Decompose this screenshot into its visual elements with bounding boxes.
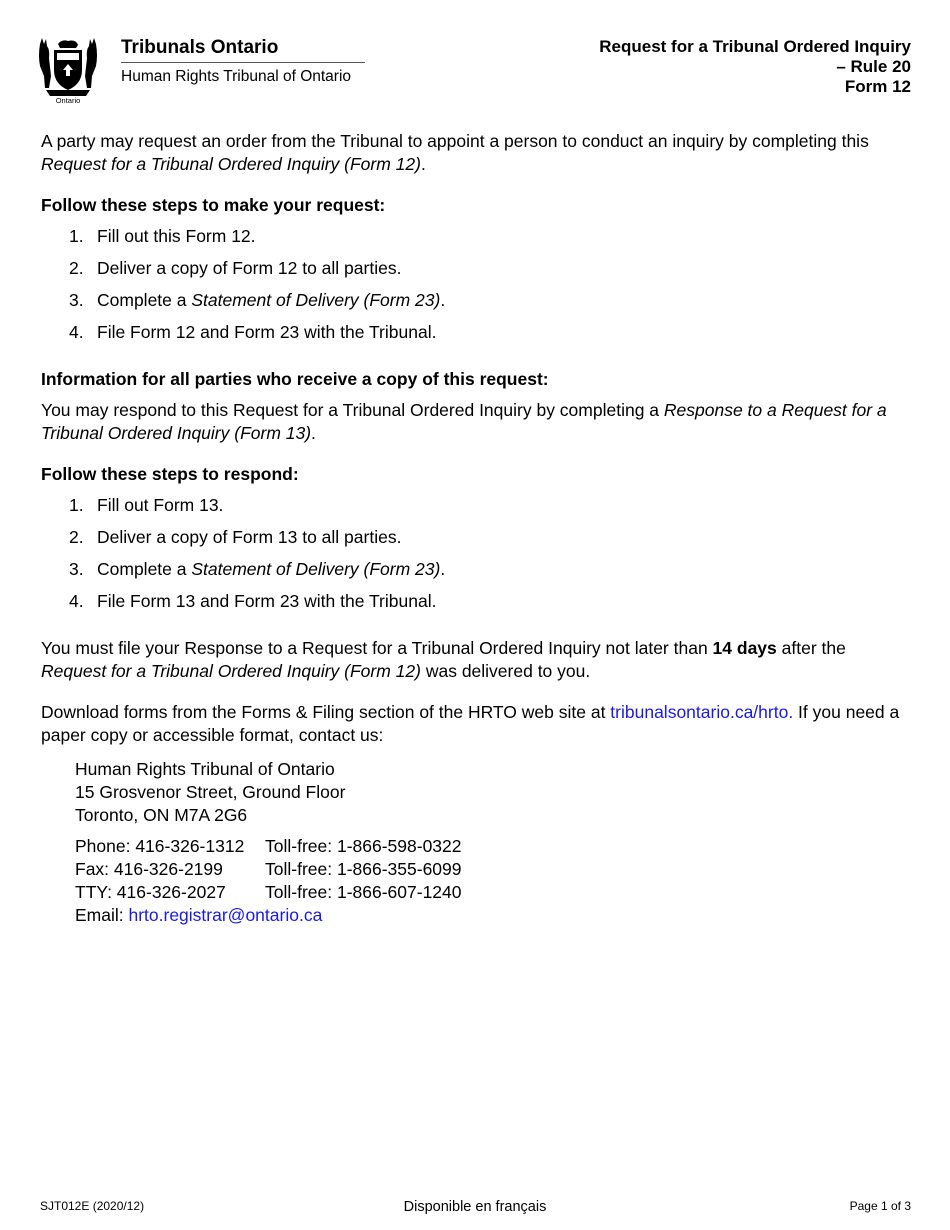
header-divider — [121, 62, 365, 63]
list-item: 1. Fill out Form 13. — [69, 495, 224, 515]
form-code: SJT012E (2020/12) — [40, 1199, 145, 1213]
deadline-paragraph: You must file your Response to a Request for a Tribunal Ordered Inquiry not later than 14 days after the Request for a Tribunal Ordered Inquiry (Form 12) was delivered to you. — [41, 638, 846, 681]
list-item: 4. File Form 12 and Form 23 with the Tribunal. — [69, 322, 437, 342]
form-title-line3: Form 12 — [844, 77, 911, 96]
list-item: 3. Complete a Statement of Delivery (Form 23). — [69, 559, 446, 579]
list-item: 3. Complete a Statement of Delivery (Form 23). — [69, 290, 446, 310]
list-item: 1. Fill out this Form 12. — [69, 226, 256, 246]
org-name: Tribunals Ontario — [121, 37, 279, 58]
respond-steps-list — [41, 494, 911, 622]
form-title — [599, 37, 911, 97]
fax-row: Fax: 416-326-2199 Toll-free: 1-866-355-6099 — [75, 859, 462, 879]
tty-row: TTY: 416-326-2027 Toll-free: 1-866-607-1240 — [75, 882, 462, 902]
french-availability: Disponible en français — [403, 1199, 547, 1215]
list-item: 2. Deliver a copy of Form 13 to all parties. — [69, 527, 402, 547]
hrto-website-link[interactable]: tribunalsontario.ca/hrto. — [610, 702, 794, 722]
email-row: Email: hrto.registrar@ontario.ca — [75, 905, 323, 925]
form-title-line1: Request for a Tribunal Ordered Inquiry — [599, 37, 911, 56]
parties-info-heading: Information for all parties who receive a copy of this request: — [41, 369, 549, 389]
contact-numbers — [75, 835, 911, 927]
tribunal-name: Human Rights Tribunal of Ontario — [121, 68, 352, 85]
form-title-line2: – Rule 20 — [836, 57, 911, 76]
download-paragraph: Download forms from the Forms & Filing section of the HRTO web site at tribunalsontario.ca/hrto. If you need a paper copy or accessible format, contact us: — [41, 702, 900, 745]
form-instructions — [41, 130, 911, 927]
request-steps-list — [41, 225, 911, 353]
list-item: 2. Deliver a copy of Form 12 to all parties. — [69, 258, 402, 278]
ontario-coat-of-arms-icon — [36, 36, 100, 104]
address-line: 15 Grosvenor Street, Ground Floor — [75, 782, 346, 802]
mailing-address — [75, 758, 911, 827]
address-line: Toronto, ON M7A 2G6 — [75, 805, 248, 825]
respond-steps-heading: Follow these steps to respond: — [41, 464, 299, 484]
email-link[interactable]: hrto.registrar@ontario.ca — [128, 905, 323, 925]
page-number: Page 1 of 3 — [849, 1199, 911, 1213]
page-header — [0, 0, 950, 110]
list-item: 4. File Form 13 and Form 23 with the Tribunal. — [69, 591, 437, 611]
address-line: Human Rights Tribunal of Ontario — [75, 759, 335, 779]
parties-info-paragraph: You may respond to this Request for a Tribunal Ordered Inquiry by completing a Response to a Request for a Tribunal Ordered Inquiry (Form 13). — [41, 400, 887, 443]
phone-row: Phone: 416-326-1312 Toll-free: 1-866-598-0322 — [75, 836, 462, 856]
intro-paragraph: A party may request an order from the Tribunal to appoint a person to conduct an inquiry by completing this Request for a Tribunal Ordered Inquiry (Form 12). — [41, 131, 869, 174]
request-steps-heading: Follow these steps to make your request: — [41, 195, 386, 215]
svg-text:Ontario: Ontario — [55, 96, 81, 104]
